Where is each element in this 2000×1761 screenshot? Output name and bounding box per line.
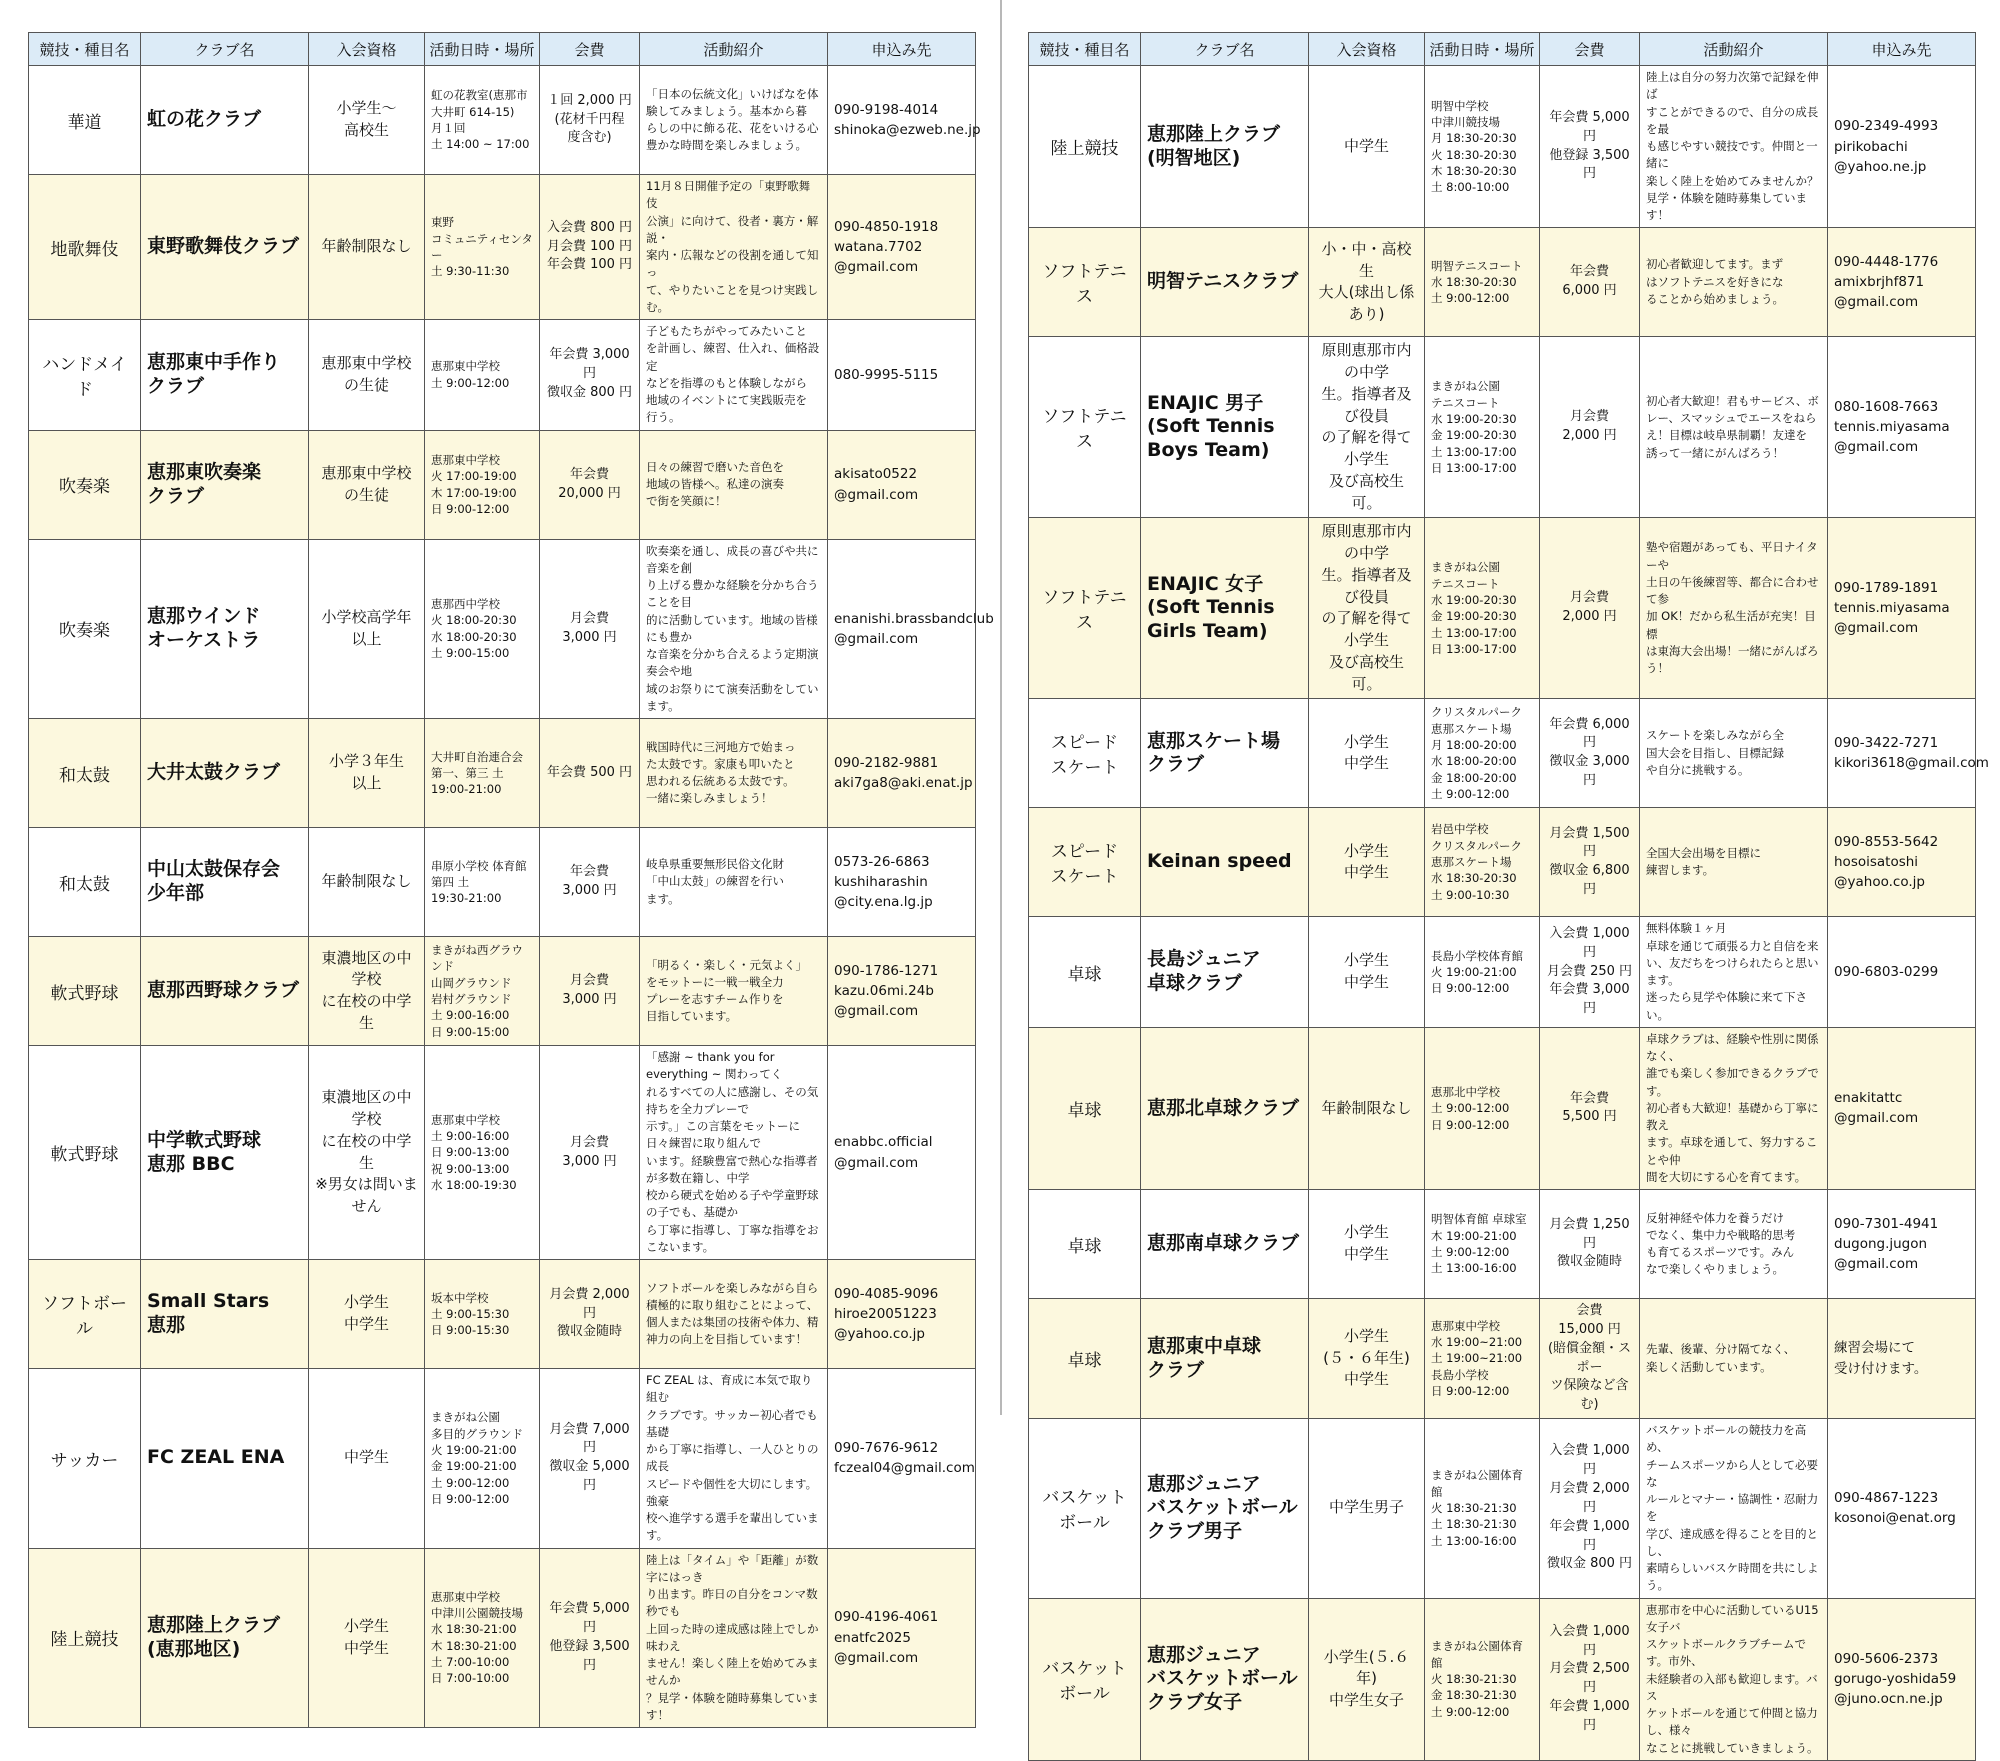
contact-cell: 090-4085-9096 hiroe20051223 @yahoo.co.jp (828, 1260, 976, 1369)
fee-cell: 年会費 5,500 円 (1540, 1027, 1640, 1189)
header-contact: 申込み先 (828, 33, 976, 66)
eligibility-cell: 小学生 中学生 (1309, 1190, 1425, 1299)
fee-cell: 年会費 5,000 円 他登録 3,500 円 (1540, 66, 1640, 228)
sport-cell: 軟式野球 (29, 937, 141, 1046)
header-contact: 申込み先 (1828, 33, 1976, 66)
sport-cell: 卓球 (1029, 1299, 1141, 1419)
contact-cell: 090-6803-0299 (1828, 917, 1976, 1028)
schedule-cell: 長島小学校体育館 火 19:00-21:00 日 9:00-12:00 (1425, 917, 1540, 1028)
intro-cell: 11月８日開催予定の「東野歌舞伎 公演」に向けて、役者・裏方・解説・ 案内・広報などの役割を通して知っ て、やりたいことを見つけ実践しむ。 (640, 175, 828, 320)
table-row (1029, 228, 1976, 337)
eligibility-cell: 中学生 (1309, 66, 1425, 228)
contact-cell: 090-2182-9881 aki7ga8@aki.enat.jp (828, 719, 976, 828)
contact-cell: 090-2349-4993 pirikobachi @yahoo.ne.jp (1828, 66, 1976, 228)
sport-cell: 卓球 (1029, 1190, 1141, 1299)
eligibility-cell: 小学生 中学生 (1309, 917, 1425, 1028)
fee-cell: 月会費 2,000 円 (1540, 518, 1640, 699)
eligibility-cell: 小学生 中学生 (1309, 699, 1425, 808)
sport-cell: 吹奏楽 (29, 539, 141, 719)
table-body (1029, 66, 1989, 1761)
schedule-cell: 明智体育館 卓球室 木 19:00-21:00 土 9:00-12:00 土 13:00-16:00 (1425, 1190, 1540, 1299)
table-row (29, 66, 976, 175)
contact-cell: akisato0522 @gmail.com (828, 430, 976, 539)
table-row (29, 320, 976, 431)
table-row (29, 1548, 976, 1728)
intro-cell: 子どもたちがやってみたいこと を計画し、練習、仕入れ、価格設定 などを指導のもと体験しながら 地域のイベントにて実践販売を 行う。 (640, 320, 828, 431)
table-row (1029, 1190, 1976, 1299)
club-name-cell: 恵那陸上クラブ (明智地区) (1141, 66, 1309, 228)
contact-cell: 090-5606-2373 gorugo-yoshida59 @juno.ocn.ne.jp (1828, 1598, 1976, 1760)
contact-cell: 080-9995-5115 (828, 320, 976, 431)
eligibility-cell: 小学生 中学生 (1309, 808, 1425, 917)
sport-cell: 軟式野球 (29, 1046, 141, 1260)
header-eligibility: 入会資格 (1309, 33, 1425, 66)
eligibility-cell: 小・中・高校生 大人(球出し係あり) (1309, 228, 1425, 337)
header-fee: 会費 (540, 33, 640, 66)
contact-cell: 090-3422-7271 kikori3618@gmail.com (1828, 699, 1976, 808)
club-name-cell: 恵那ジュニア バスケットボール クラブ男子 (1141, 1419, 1309, 1599)
header-row (1029, 33, 1976, 66)
contact-cell: 090-4850-1918 watana.7702 @gmail.com (828, 175, 976, 320)
fee-cell: 年会費 500 円 (540, 719, 640, 828)
fee-cell: 月会費 2,000 円 徴収金随時 (540, 1260, 640, 1369)
intro-cell: ソフトボールを楽しみながら自ら 積極的に取り組むことによって、 個人または集団の技術や体力、精 神力の向上を目指しています！ (640, 1260, 828, 1369)
contact-cell: 090-7301-4941 dugong.jugon @gmail.com (1828, 1190, 1976, 1299)
contact-cell: 090-9198-4014 shinoka@ezweb.ne.jp (828, 66, 976, 175)
fee-cell: 月会費 3,000 円 (540, 937, 640, 1046)
fee-cell: 入会費 1,000 円 月会費 2,000 円 年会費 1,000 円 徴収金 800 円 (1540, 1419, 1640, 1599)
contact-cell: 090-8553-5642 hosoisatoshi @yahoo.co.jp (1828, 808, 1976, 917)
sport-cell: 和太鼓 (29, 828, 141, 937)
sport-cell: 陸上競技 (1029, 66, 1141, 228)
contact-cell: enakitattc @gmail.com (1828, 1027, 1976, 1189)
intro-cell: 無料体験１ヶ月 卓球を通じて頑張る力と自信を来 い、友だちをつけられたらと思います。 迷ったら見学や体験に来て下さい。 (1640, 917, 1828, 1028)
club-name-cell: ENAJIC 男子 (Soft Tennis Boys Team) (1141, 337, 1309, 518)
schedule-cell: 恵那北中学校 土 9:00-12:00 日 9:00-12:00 (1425, 1027, 1540, 1189)
header-schedule: 活動日時・場所 (1425, 33, 1540, 66)
intro-cell: 全国大会出場を目標に 練習します。 (1640, 808, 1828, 917)
club-name-cell: 恵那東中卓球 クラブ (1141, 1299, 1309, 1419)
fee-cell: 入会費 800 円 月会費 100 円 年会費 100 円 (540, 175, 640, 320)
contact-cell: 090-1789-1891 tennis.miyasama @gmail.com (1828, 518, 1976, 699)
header-sport: 競技・種目名 (1029, 33, 1141, 66)
fee-cell: 年会費 3,000 円 徴収金 800 円 (540, 320, 640, 431)
table-row (29, 175, 976, 320)
table-row (29, 539, 976, 719)
table-row (29, 1260, 976, 1369)
club-name-cell: FC ZEAL ENA (141, 1369, 309, 1549)
fee-cell: 年会費 6,000 円 (1540, 228, 1640, 337)
table-row (29, 937, 976, 1046)
club-table-left (28, 32, 994, 1728)
header-sport: 競技・種目名 (29, 33, 141, 66)
table-row (29, 1046, 976, 1260)
eligibility-cell: 原則恵那市内の中学 生。指導者及び役員 の了解を得て小学生 及び高校生可。 (1309, 518, 1425, 699)
intro-cell: 先輩、後輩、分け隔てなく、 楽しく活動しています。 (1640, 1299, 1828, 1419)
fee-cell: 年会費 6,000 円 徴収金 3,000 円 (1540, 699, 1640, 808)
eligibility-cell: 年齢制限なし (309, 828, 425, 937)
club-name-cell: 恵那陸上クラブ (恵那地区) (141, 1548, 309, 1728)
eligibility-cell: 原則恵那市内の中学 生。指導者及び役員 の了解を得て小学生 及び高校生可。 (1309, 337, 1425, 518)
club-name-cell: 虹の花クラブ (141, 66, 309, 175)
contact-cell: 090-4196-4061 enatfc2025 @gmail.com (828, 1548, 976, 1728)
schedule-cell: 坂本中学校 土 9:00-15:30 日 9:00-15:30 (425, 1260, 540, 1369)
schedule-cell: 恵那東中学校 火 17:00-19:00 木 17:00-19:00 日 9:00-12:00 (425, 430, 540, 539)
club-name-cell: 中学軟式野球 恵那 BBC (141, 1046, 309, 1260)
page-divider (1000, 0, 1002, 1415)
intro-cell: 「明るく・楽しく・元気よく」 をモットーに一戦一戦全力 プレーを志すチーム作りを 目指しています。 (640, 937, 828, 1046)
sport-cell: 和太鼓 (29, 719, 141, 828)
sport-cell: 地歌舞伎 (29, 175, 141, 320)
schedule-cell: 東野 コミュニティセンター 土 9:30-11:30 (425, 175, 540, 320)
eligibility-cell: 中学生男子 (1309, 1419, 1425, 1599)
schedule-cell: まきがね公園 テニスコート 水 19:00-20:30 金 19:00-20:30 土 13:00-17:00 日 13:00-17:00 (1425, 337, 1540, 518)
schedule-cell: 恵那東中学校 水 19:00~21:00 土 19:00~21:00 長島小学校 日 9:00-12:00 (1425, 1299, 1540, 1419)
table-row (1029, 1027, 1976, 1189)
eligibility-cell: 小学生 (５・６年生) 中学生 (1309, 1299, 1425, 1419)
fee-cell: 会費 15,000 円 (賠償金額・スポー ツ保険など含む) (1540, 1299, 1640, 1419)
club-name-cell: 恵那西野球クラブ (141, 937, 309, 1046)
eligibility-cell: 恵那東中学校 の生徒 (309, 430, 425, 539)
sport-cell: 華道 (29, 66, 141, 175)
schedule-cell: 虹の花教室(恵那市 大井町 614-15) 月１回 土 14:00 ~ 17:00 (425, 66, 540, 175)
fee-cell: 入会費 1,000 円 月会費 250 円 年会費 3,000 円 (1540, 917, 1640, 1028)
table-row (29, 828, 976, 937)
table-row (29, 719, 976, 828)
schedule-cell: まきがね公園体育館 火 18:30-21:30 金 18:30-21:30 土 9:00-12:00 (1425, 1598, 1540, 1760)
table-row (1029, 917, 1976, 1028)
club-name-cell: Small Stars 恵那 (141, 1260, 309, 1369)
fee-cell: 年会費 5,000 円 他登録 3,500 円 (540, 1548, 640, 1728)
schedule-cell: 恵那西中学校 火 18:00-20:30 水 18:00-20:30 土 9:00-15:00 (425, 539, 540, 719)
sport-cell: バスケット ボール (1029, 1419, 1141, 1599)
sport-cell: バスケット ボール (1029, 1598, 1141, 1760)
sport-cell: ソフトボール (29, 1260, 141, 1369)
fee-cell: 年会費 20,000 円 (540, 430, 640, 539)
fee-cell: 月会費 2,000 円 (1540, 337, 1640, 518)
eligibility-cell: 小学３年生 以上 (309, 719, 425, 828)
intro-cell: 初心者歓迎してます。まず はソフトテニスを好きにな ることから始めましょう。 (1640, 228, 1828, 337)
sport-cell: 卓球 (1029, 917, 1141, 1028)
club-name-cell: 恵那スケート場 クラブ (1141, 699, 1309, 808)
schedule-cell: まきがね西グラウンド 山岡グラウンド 岩村グラウンド 土 9:00-16:00 日 9:00-15:00 (425, 937, 540, 1046)
intro-cell: 「日本の伝統文化」いけばなを体 験してみましょう。基本から暮 らしの中に飾る花、花をいける心 豊かな時間を楽しみましょう。 (640, 66, 828, 175)
sport-cell: 陸上競技 (29, 1548, 141, 1728)
eligibility-cell: 小学生 中学生 (309, 1260, 425, 1369)
schedule-cell: まきがね公園 多目的グラウンド 火 19:00-21:00 金 19:00-21:00 土 9:00-12:00 日 9:00-12:00 (425, 1369, 540, 1549)
eligibility-cell: 年齢制限なし (309, 175, 425, 320)
eligibility-cell: 小学生〜 高校生 (309, 66, 425, 175)
club-name-cell: 明智テニスクラブ (1141, 228, 1309, 337)
table-row (1029, 699, 1976, 808)
sport-cell: スピード スケート (1029, 808, 1141, 917)
table-row (1029, 66, 1976, 228)
intro-cell: スケートを楽しみながら全 国大会を目指し、目標記録 や自分に挑戦する。 (1640, 699, 1828, 808)
table-row (1029, 808, 1976, 917)
club-name-cell: 恵那ジュニア バスケットボール クラブ女子 (1141, 1598, 1309, 1760)
schedule-cell: 恵那東中学校 土 9:00-16:00 日 9:00-13:00 祝 9:00-13:00 水 18:00-19:30 (425, 1046, 540, 1260)
schedule-cell: 串原小学校 体育館 第四 土 19:30-21:00 (425, 828, 540, 937)
table-row (29, 430, 976, 539)
schedule-cell: まきがね公園 テニスコート 水 19:00-20:30 金 19:00-20:30 土 13:00-17:00 日 13:00-17:00 (1425, 518, 1540, 699)
intro-cell: 反射神経や体力を養うだけ でなく、集中力や戦略的思考 も育てるスポーツです。みん なで楽しくやりましょう。 (1640, 1190, 1828, 1299)
sport-cell: 卓球 (1029, 1027, 1141, 1189)
intro-cell: 塾や宿題があっても、平日ナイターや 土日の午後練習等、都合に合わせて参 加 OK！だから私生活が充実！目標 は東海大会出場！一緒にがんばろう！ (1640, 518, 1828, 699)
contact-cell: enabbc.official @gmail.com (828, 1046, 976, 1260)
table-row (1029, 1299, 1976, 1419)
club-name-cell: 恵那東中手作り クラブ (141, 320, 309, 431)
club-name-cell: 恵那南卓球クラブ (1141, 1190, 1309, 1299)
header-schedule: 活動日時・場所 (425, 33, 540, 66)
club-name-cell: 恵那東吹奏楽 クラブ (141, 430, 309, 539)
table-row (1029, 518, 1976, 699)
schedule-cell: 明智テニスコート 水 18:30-20:30 土 9:00-12:00 (1425, 228, 1540, 337)
contact-cell: 090-1786-1271 kazu.06mi.24b @gmail.com (828, 937, 976, 1046)
eligibility-cell: 恵那東中学校 の生徒 (309, 320, 425, 431)
sport-cell: 吹奏楽 (29, 430, 141, 539)
header-intro: 活動紹介 (1640, 33, 1828, 66)
sport-cell: スピード スケート (1029, 699, 1141, 808)
club-name-cell: 長島ジュニア 卓球クラブ (1141, 917, 1309, 1028)
table-row (29, 1369, 976, 1549)
fee-cell: 月会費 3,000 円 (540, 539, 640, 719)
header-intro: 活動紹介 (640, 33, 828, 66)
club-name-cell: 東野歌舞伎クラブ (141, 175, 309, 320)
table-row (1029, 337, 1976, 518)
eligibility-cell: 小学生 中学生 (309, 1548, 425, 1728)
schedule-cell: 恵那東中学校 土 9:00-12:00 (425, 320, 540, 431)
header-club: クラブ名 (141, 33, 309, 66)
header-row (29, 33, 976, 66)
intro-cell: 吹奏楽を通し、成長の喜びや共に音楽を創 り上げる豊かな経験を分かち合うことを目 的に活動しています。地域の皆様にも豊か な音楽を分かち合えるよう定期演奏会や地 域のお祭りにて演奏活動をしています。 (640, 539, 828, 719)
header-eligibility: 入会資格 (309, 33, 425, 66)
eligibility-cell: 東濃地区の中学校 に在校の中学生 (309, 937, 425, 1046)
fee-cell: 月会費 7,000 円 徴収金 5,000 円 (540, 1369, 640, 1549)
sport-cell: ソフトテニス (1029, 228, 1141, 337)
header-fee: 会費 (1540, 33, 1640, 66)
club-name-cell: 恵那北卓球クラブ (1141, 1027, 1309, 1189)
intro-cell: 初心者大歓迎！君もサービス、ボ レー、スマッシュでエースをねら え！目標は岐阜県制覇！友達を 誘って一緒にがんばろう！ (1640, 337, 1828, 518)
eligibility-cell: 東濃地区の中学校 に在校の中学生 ※男女は問いません (309, 1046, 425, 1260)
sport-cell: ソフトテニス (1029, 337, 1141, 518)
sport-cell: ハンドメイド (29, 320, 141, 431)
header-club: クラブ名 (1141, 33, 1309, 66)
contact-cell: 090-7676-9612 fczeal04@gmail.com (828, 1369, 976, 1549)
intro-cell: バスケットボールの競技力を高め、 チームスポーツから人として必要な ルールとマナー・協調性・忍耐力を 学び、達成感を得ることを目的とし、 素晴らしいバスケ時間を共にしよう。 (1640, 1419, 1828, 1599)
intro-cell: 日々の練習で磨いた音色を 地域の皆様へ。私達の演奏 で街を笑顔に！ (640, 430, 828, 539)
table-row (1029, 1598, 1976, 1760)
club-name-cell: Keinan speed (1141, 808, 1309, 917)
intro-cell: 岐阜県重要無形民俗文化財 「中山太鼓」の練習を行い ます。 (640, 828, 828, 937)
sport-cell: ソフトテニス (1029, 518, 1141, 699)
contact-cell: 090-4448-1776 amixbrjhf871 @gmail.com (1828, 228, 1976, 337)
schedule-cell: 恵那東中学校 中津川公園競技場 水 18:30-21:00 木 18:30-21:00 土 7:00-10:00 日 7:00-10:00 (425, 1548, 540, 1728)
fee-cell: 月会費 3,000 円 (540, 1046, 640, 1260)
intro-cell: 「感謝 ~ thank you for everything ~ 関わってく れるすべての人に感謝し、その気持ちを全力プレーで 示す。」この言葉をモットーに日々練習に取り組んで います。経験豊富で熱心な指導者が多数在籍し、中学 校から硬式を始める子や学童野球の子でも、基礎か ら丁寧に指導し、丁寧な指導をおこないます。 (640, 1046, 828, 1260)
table-row (1029, 1419, 1976, 1599)
schedule-cell: 明智中学校 中津川競技場 月 18:30-20:30 火 18:30-20:30 木 18:30-20:30 土 8:00-10:00 (1425, 66, 1540, 228)
eligibility-cell: 中学生 (309, 1369, 425, 1549)
sport-cell: サッカー (29, 1369, 141, 1549)
intro-cell: 卓球クラブは、経験や性別に関係なく、 誰でも楽しく参加できるクラブです。 初心者も大歓迎！基礎から丁寧に教え ます。卓球を通して、努力することや仲 間を大切にする心を育てます。 (1640, 1027, 1828, 1189)
club-name-cell: 中山太鼓保存会 少年部 (141, 828, 309, 937)
contact-cell: enanishi.brassbandclub @gmail.com (828, 539, 976, 719)
eligibility-cell: 小学校高学年 以上 (309, 539, 425, 719)
intro-cell: 陸上は「タイム」や「距離」が数字にはっき り出ます。昨日の自分をコンマ数秒でも 上回った時の達成感は陸上でしか味わえ ません！楽しく陸上を始めてみませんか ？見学・体験を随時募集しています！ (640, 1548, 828, 1728)
intro-cell: FC ZEAL は、育成に本気で取り組む クラブです。サッカー初心者でも基礎 から丁寧に指導し、一人ひとりの成長 スピードや個性を大切にします。強豪 校へ進学する選手を輩出しています。 (640, 1369, 828, 1549)
table-body (29, 66, 994, 1728)
eligibility-cell: 小学生(５.６年) 中学生女子 (1309, 1598, 1425, 1760)
fee-cell: 年会費 3,000 円 (540, 828, 640, 937)
intro-cell: 陸上は自分の努力次第で記録を伸ば すことができるので、自分の成長を最 も感じやすい競技です。仲間と一緒に 楽しく陸上を始めてみませんか？ 見学・体験を随時募集しています！ (1640, 66, 1828, 228)
fee-cell: 月会費 1,250 円 徴収金随時 (1540, 1190, 1640, 1299)
schedule-cell: まきがね公園体育館 火 18:30-21:30 土 18:30-21:30 土 13:00-16:00 (1425, 1419, 1540, 1599)
club-table-right (1028, 32, 1989, 1761)
intro-cell: 恵那市を中心に活動しているU15 女子バ スケットボールクラブチームです。市外、 未経験者の入部も歓迎します。バス ケットボールを通じて仲間と協力し、様々 なことに挑戦していきましょう。 (1640, 1598, 1828, 1760)
club-name-cell: ENAJIC 女子 (Soft Tennis Girls Team) (1141, 518, 1309, 699)
club-name-cell: 大井太鼓クラブ (141, 719, 309, 828)
schedule-cell: 大井町自治連合会 第一、第三 土 19:00-21:00 (425, 719, 540, 828)
club-name-cell: 恵那ウインド オーケストラ (141, 539, 309, 719)
contact-cell: 080-1608-7663 tennis.miyasama @gmail.com (1828, 337, 1976, 518)
schedule-cell: 岩邑中学校 クリスタルパーク 恵那スケート場 水 18:30-20:30 土 9:00-10:30 (1425, 808, 1540, 917)
intro-cell: 戦国時代に三河地方で始まっ た太鼓です。家康も叩いたと 思われる伝統ある太鼓です。 一緒に楽しみましょう！ (640, 719, 828, 828)
contact-cell: 0573-26-6863 kushiharashin @city.ena.lg.jp (828, 828, 976, 937)
schedule-cell: クリスタルパーク 恵那スケート場 月 18:00-20:00 水 18:00-20:00 金 18:00-20:00 土 9:00-12:00 (1425, 699, 1540, 808)
fee-cell: １回 2,000 円 (花材千円程 度含む) (540, 66, 640, 175)
eligibility-cell: 年齢制限なし (1309, 1027, 1425, 1189)
fee-cell: 月会費 1,500 円 徴収金 6,800 円 (1540, 808, 1640, 917)
contact-cell: 練習会場にて 受け付けます。 (1828, 1299, 1976, 1419)
contact-cell: 090-4867-1223 kosonoi@enat.org (1828, 1419, 1976, 1599)
fee-cell: 入会費 1,000 円 月会費 2,500 円 年会費 1,000 円 (1540, 1598, 1640, 1760)
